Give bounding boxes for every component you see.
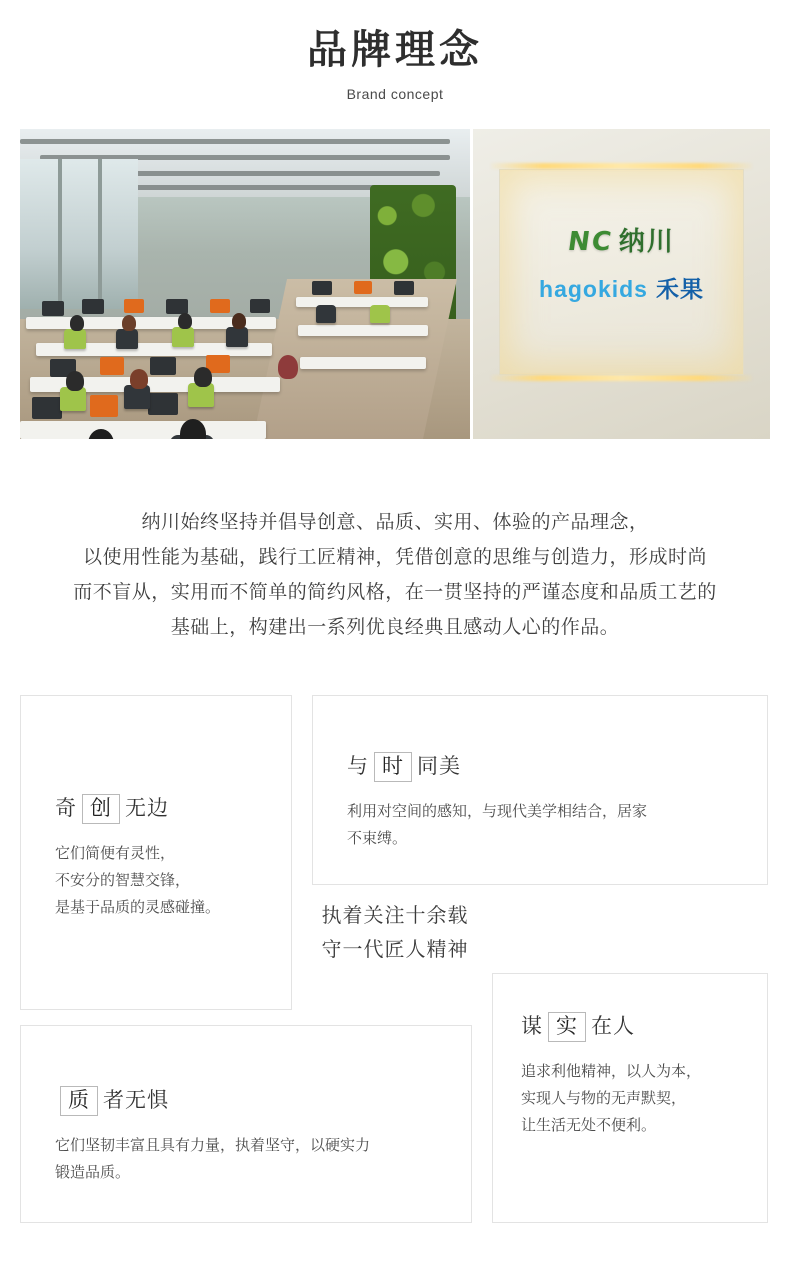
brand-name-cn: 纳川 <box>618 226 675 256</box>
card-time-title-pre: 与 <box>347 755 369 778</box>
card-creative-body-line-1: 它们简便有灵性， <box>55 845 176 863</box>
page-title: 品牌理念 <box>307 28 483 72</box>
card-creative-body <box>55 840 291 921</box>
card-real-body-line-3: 让生活无处不便利。 <box>521 1117 657 1135</box>
card-creative-title-box: 创 <box>82 794 120 824</box>
card-real-title-post: 在人 <box>591 1015 635 1038</box>
card-quality-title-post: 者无惧 <box>103 1089 169 1112</box>
brand-logo-en <box>473 271 770 304</box>
card-real-title-box: 实 <box>548 1012 586 1042</box>
photo-band <box>20 129 770 439</box>
card-quality-title-box: 质 <box>60 1086 98 1116</box>
card-creative-title-post: 无边 <box>125 797 169 820</box>
card-time-title <box>347 750 767 782</box>
office-illustration <box>20 129 470 439</box>
card-time-title-post: 同美 <box>417 755 461 778</box>
logo-wall-photo <box>473 129 770 439</box>
slogan-line-2: 守一代匠人精神 <box>321 939 469 961</box>
card-quality <box>20 1025 472 1223</box>
card-quality-body-line-2: 锻造品质。 <box>55 1164 131 1182</box>
card-creative-body-line-3: 是基于品质的灵感碰撞。 <box>55 899 221 917</box>
office-photo <box>20 129 470 439</box>
card-real-body-line-1: 追求利他精神，以人为本， <box>521 1063 702 1081</box>
light-strip-bottom <box>491 375 752 381</box>
intro-paragraph <box>30 505 760 645</box>
card-time-title-box: 时 <box>374 752 412 782</box>
brand-name-secondary-cn: 禾果 <box>655 276 704 302</box>
logo-wall-illustration <box>473 129 770 439</box>
card-real-body <box>521 1058 767 1139</box>
card-quality-body-line-1: 它们坚韧丰富且具有力量，执着坚守，以硬实力 <box>55 1137 371 1155</box>
card-quality-body <box>55 1132 471 1186</box>
card-time-body-line-2: 不束缚。 <box>347 830 408 848</box>
brand-name-en: hagokids <box>539 276 648 302</box>
brand-mark-icon: NC <box>565 227 616 257</box>
card-time-body-line-1: 利用对空间的感知，与现代美学相结合，居家 <box>347 803 648 821</box>
card-time-body <box>347 798 767 852</box>
page-subtitle: Brand concept <box>346 86 444 102</box>
card-real <box>492 973 768 1223</box>
card-creative-body-line-2: 不安分的智慧交锋， <box>55 872 191 890</box>
concept-cards <box>0 685 790 1225</box>
brand-logo-cn <box>473 221 770 258</box>
light-strip-top <box>491 163 752 169</box>
window <box>20 159 138 309</box>
card-real-title-pre: 谋 <box>521 1015 543 1038</box>
card-creative <box>20 695 292 1010</box>
intro-line-3: 而不盲从，实用而不简单的简约风格，在一贯坚持的严谨态度和品质工艺的 <box>73 582 717 603</box>
slogan <box>300 899 490 967</box>
page-header <box>0 0 790 102</box>
intro-line-4: 基础上，构建出一系列优良经典且感动人心的作品。 <box>170 617 620 638</box>
intro-line-1: 纳川始终坚持并倡导创意、品质、实用、体验的产品理念， <box>141 512 649 533</box>
card-creative-title-pre: 奇 <box>55 797 77 820</box>
card-quality-title <box>55 1084 471 1116</box>
slogan-line-1: 执着关注十余载 <box>321 905 469 927</box>
intro-line-2: 以使用性能为基础，践行工匠精神，凭借创意的思维与创造力，形成时尚 <box>82 547 707 568</box>
card-real-title <box>521 1010 767 1042</box>
card-time <box>312 695 768 885</box>
card-creative-title <box>55 792 291 824</box>
card-real-body-line-2: 实现人与物的无声默契， <box>521 1090 687 1108</box>
